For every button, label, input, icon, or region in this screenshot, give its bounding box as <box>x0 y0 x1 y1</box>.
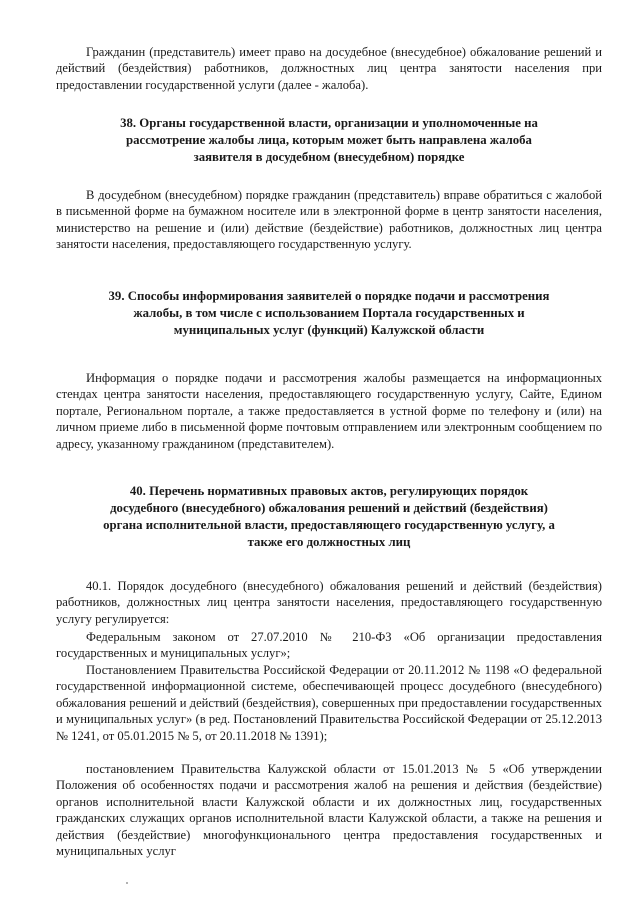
section-40-paragraph-4: постановлением Правительства Калужской области от 15.01.2013 № 5 «Об утверждении Положения об особенностях подачи и рассмотрения жалоб на решения и действия (бездействие) органов исполнительной власти Калужской области и их должностных лиц, государственных гражданских служащих органов исполнительной власти Калужской области, а также на решения и действия (бездействие) многофункционального центра предоставления государственных и муниципальных услуг <box>56 762 602 859</box>
section-39-paragraph: Информация о порядке подачи и рассмотрения жалобы размещается на информационных стендах центра занятости населения, предоставляющего государственную услугу, Сайте, Едином портале, Региональном портале, а также предоставляется в устной форме по телефону и (или) на личном приеме либо в письменной форме почтовым отправлением или электронным сообщением по адресу, указанному гражданином (представителем). <box>56 371 602 451</box>
section-40-paragraph-3: Постановлением Правительства Российской Федерации от 20.11.2012 № 1198 «О федеральной государственной информационной системе, обеспечивающей процесс досудебного (внесудебного) обжалования решений и действий (бездействия), совершенных при предоставлении государственных и муниципальных услуг» (в ред. Постановлений Правительства Российской Федерации от 25.12.2013 № 1241, от 05.01.2015 № 5, от 20.11.2018 № 1391); <box>56 663 602 743</box>
section-38-heading: 38. Органы государственной власти, организации и уполномоченные на рассмотрение жалобы лица, которым может быть направлена жалоба заявителя в досудебном (внесудебном) порядке <box>120 116 538 164</box>
section-39-heading: 39. Способы информирования заявителей о порядке подачи и рассмотрения жалобы, в том числе с использованием Портала государственных и муниципальных услуг (функций) Калужской области <box>108 289 550 337</box>
section-38-paragraph: В досудебном (внесудебном) порядке гражданин (представитель) вправе обратиться с жалобой в письменной форме на бумажном носителе или в электронной форме в центр занятости населения, министерство на решение и (или) действие (бездействие) работников, должностных лиц центра занятости населения, предоставляющего государственную услугу. <box>56 188 602 252</box>
section-40-paragraph-1: 40.1. Порядок досудебного (внесудебного) обжалования решений и действий (бездействия) работников, должностных лиц центра занятости населения, предоставляющего государственную услугу регулируется: <box>56 579 602 626</box>
scan-speck <box>126 882 128 884</box>
section-40-paragraph-2: Федеральным законом от 27.07.2010 № 210-ФЗ «Об организации предоставления государственных и муниципальных услуг»; <box>56 630 602 661</box>
section-40-heading: 40. Перечень нормативных правовых актов, регулирующих порядок досудебного (внесудебного) обжалования решений и действий (бездействия) органа исполнительной власти, предоставляющего государственную услугу, а также его должностных лиц <box>103 484 555 549</box>
intro-paragraph: Гражданин (представитель) имеет право на досудебное (внесудебное) обжалование решений и действий (бездействия) работников, должностных лиц центра занятости населения при предоставлении государственной услуги (далее - жалоба). <box>56 45 602 92</box>
